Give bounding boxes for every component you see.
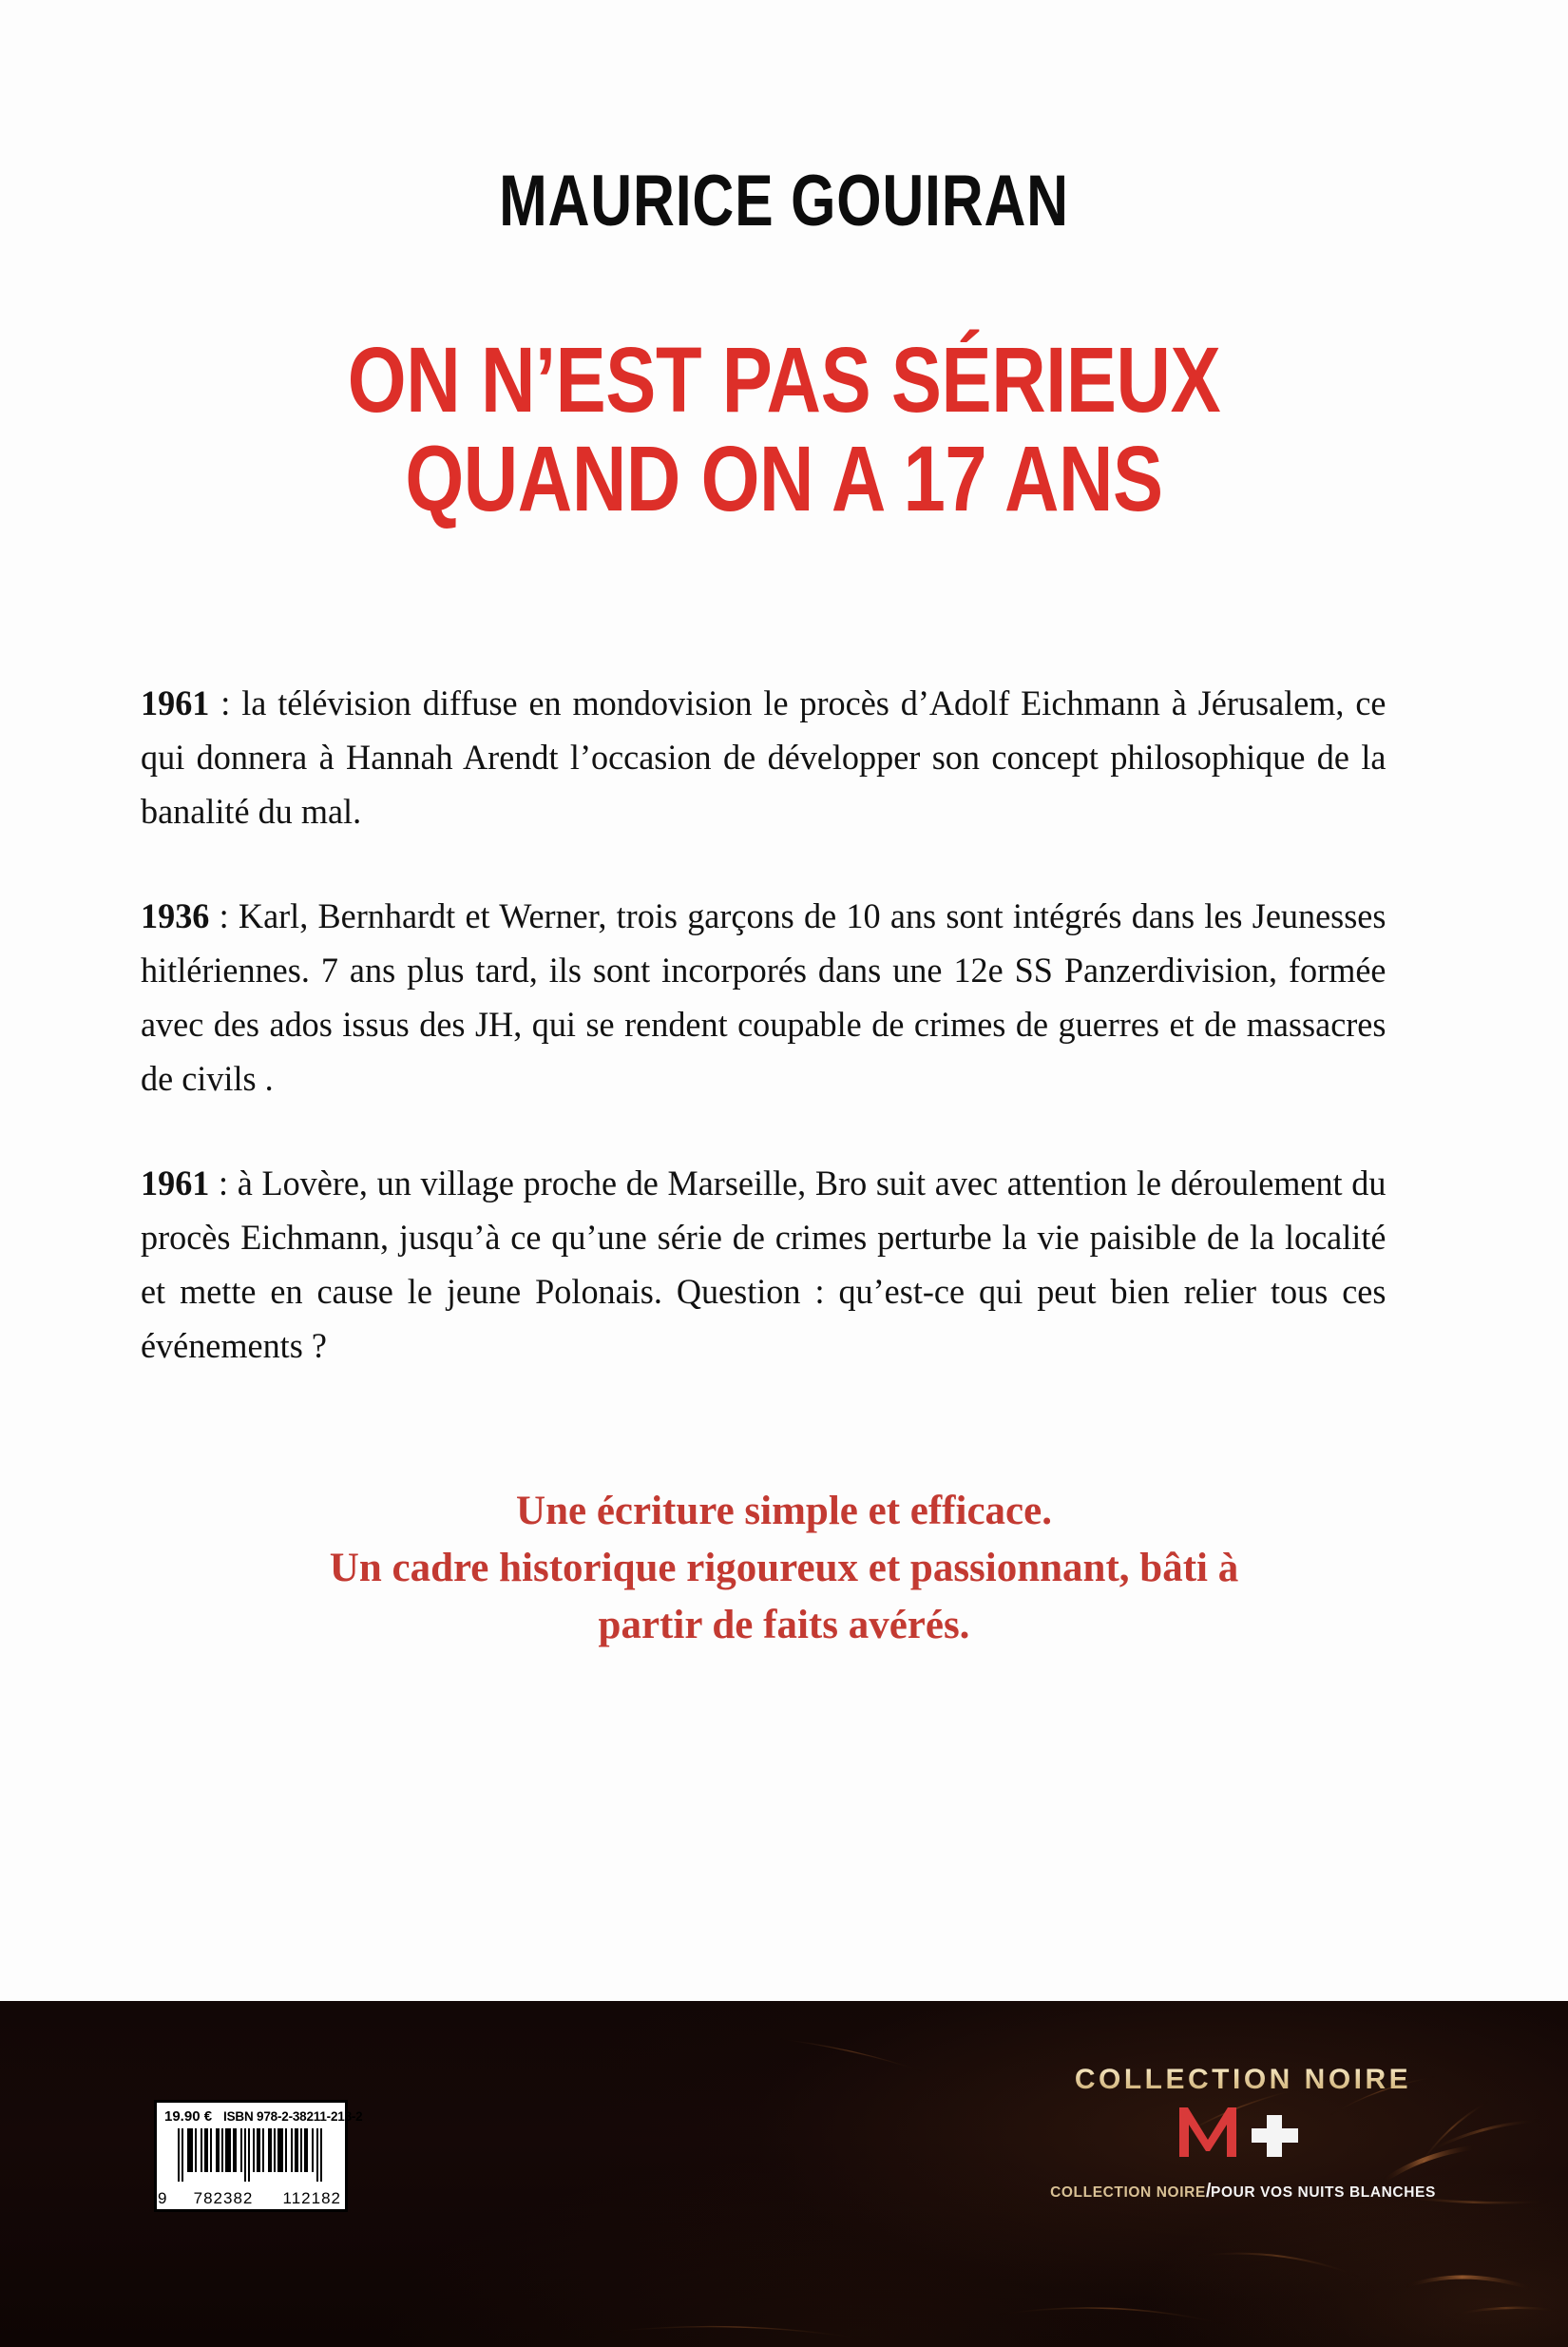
publisher-logo-block (1050, 2064, 1436, 2203)
blurb-paragraph (141, 890, 1386, 1106)
m-plus-logo (1062, 2102, 1424, 2161)
author-name: MAURICE GOUIRAN (499, 161, 1069, 241)
tagline-collection: COLLECTION NOIRE (1050, 2183, 1206, 2201)
book-title (0, 328, 1568, 530)
ean-digits (157, 2189, 345, 2208)
collection-noire-wordmark: COLLECTION NOIRE (1062, 2064, 1424, 2096)
blurb-paragraph (141, 677, 1386, 839)
pull-quote-line-2: Un cadre historique rigoureux et passionnant, bâti à (329, 1546, 1239, 1590)
ean-middle-digits: 782382 (193, 2189, 254, 2207)
isbn-barcode (154, 2100, 363, 2212)
blurb-year: 1936 (141, 897, 210, 936)
blurb-year: 1961 (141, 684, 210, 723)
price-label: 19.90 € (164, 2108, 213, 2125)
title-line-1: ON N’EST PAS SÉRIEUX (347, 328, 1221, 432)
blurb-body: : la télévision diffuse en mondovision le procès d’Adolf Eichmann à Jérusalem, ce qui donnera à Hannah Arendt l’occasion de développer son concept philosophique de la banalité du mal. (141, 684, 1386, 832)
tagline-slash: / (1205, 2181, 1213, 2202)
isbn-label: ISBN 978-2-38211-218-2 (223, 2109, 363, 2124)
tagline-nuits-blanches: POUR VOS NUITS BLANCHES (1211, 2183, 1436, 2201)
blurb-text (141, 677, 1431, 1374)
pull-quote-line-3: partir de faits avérés. (598, 1603, 970, 1647)
blurb-body: : à Lovère, un village proche de Marseille, Bro suit avec attention le déroulement du procès Eichmann, jusqu’à ce qu’une série de crimes perturbe la vie paisible de la localité et mette en cause le jeune Polonais. Question : qu’est-ce qui peut bien relier tous ces événements ? (141, 1164, 1386, 1366)
ean-right-digits: 112182 (282, 2189, 341, 2207)
footer-tagline (1050, 2181, 1436, 2203)
m-plus-icon (1172, 2102, 1314, 2161)
footer-band (0, 2001, 1568, 2347)
pull-quote (114, 1483, 1454, 1654)
barcode-header (164, 2108, 363, 2125)
ean-left-digit: 9 (158, 2189, 168, 2207)
blurb-year: 1961 (141, 1164, 210, 1203)
barcode-bars (164, 2128, 337, 2178)
blurb-body: : Karl, Bernhardt et Werner, trois garçons de 10 ans sont intégrés dans les Jeunesses hitlériennes. 7 ans plus tard, ils sont incorporés dans une 12e SS Panzerdivision, formée avec des ados issus des JH, qui se rendent coupable de crimes de guerres et de massacres de civils . (141, 897, 1386, 1099)
pull-quote-line-1: Une écriture simple et efficace. (516, 1489, 1052, 1533)
blurb-paragraph (141, 1157, 1386, 1374)
title-line-2: QUAND ON A 17 ANS (405, 426, 1163, 530)
